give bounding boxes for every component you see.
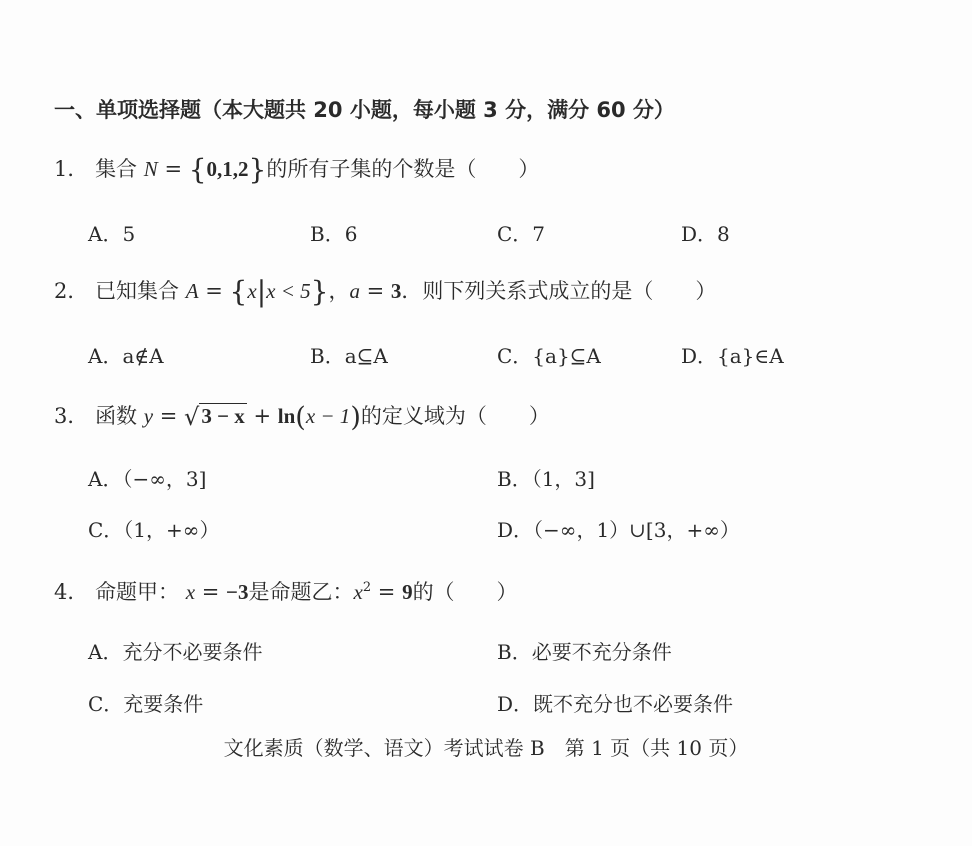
option-a: A．a∉A bbox=[88, 344, 164, 368]
question-4 bbox=[54, 576, 518, 606]
question-3 bbox=[54, 400, 550, 433]
math-value: 3 bbox=[390, 279, 402, 303]
math-eq: = bbox=[359, 279, 391, 303]
option-d: D．（−∞，1）∪[3，+∞） bbox=[497, 518, 740, 542]
math-argument: x − 1 bbox=[305, 404, 351, 428]
option-c: C．充要条件 bbox=[88, 692, 204, 716]
math-eq: = bbox=[153, 404, 185, 428]
math-eq: = bbox=[371, 580, 403, 604]
question-stem-post: 的（ ） bbox=[412, 580, 518, 604]
question-stem-post: 的所有子集的个数是（ ） bbox=[266, 157, 540, 181]
option-c: C．{a}⊆A bbox=[497, 344, 601, 368]
option-b: B．必要不充分条件 bbox=[497, 640, 672, 664]
left-brace: { bbox=[188, 153, 207, 186]
option-d: D．8 bbox=[681, 222, 730, 246]
question-number: 4． bbox=[54, 580, 89, 604]
question-2 bbox=[54, 275, 716, 308]
math-set: 0,1,2 bbox=[206, 157, 249, 181]
question-number: 1． bbox=[54, 157, 89, 181]
option-a: A．（−∞，3] bbox=[88, 467, 207, 491]
math-var: a bbox=[349, 279, 360, 303]
math-var: y bbox=[143, 404, 154, 428]
math-var: x bbox=[247, 279, 257, 303]
math-func: ln bbox=[277, 404, 296, 428]
math-radicand: 3 − x bbox=[201, 404, 245, 428]
math-eq: = bbox=[198, 279, 230, 303]
question-stem-pre: 已知集合 bbox=[95, 279, 180, 303]
question-stem-pre: 命题甲： bbox=[95, 580, 180, 604]
section-title: 一、单项选择题（本大题共 20 小题，每小题 3 分，满分 60 分） bbox=[54, 98, 675, 122]
math-eq: = bbox=[195, 580, 227, 604]
left-paren: ( bbox=[295, 402, 306, 433]
math-exponent: 2 bbox=[362, 580, 372, 595]
option-b: B．（1，3] bbox=[497, 467, 595, 491]
question-number: 2． bbox=[54, 279, 89, 303]
right-brace: } bbox=[248, 153, 267, 186]
option-b: B．6 bbox=[310, 222, 358, 246]
question-1 bbox=[54, 153, 539, 186]
option-c: C．（1，+∞） bbox=[88, 518, 220, 542]
option-b: B．a⊆A bbox=[310, 344, 388, 368]
math-var: x bbox=[353, 580, 363, 604]
math-var: A bbox=[185, 279, 199, 303]
question-stem-pre: 函数 bbox=[95, 404, 138, 428]
question-stem-mid: 是命题乙： bbox=[248, 580, 354, 604]
option-a: A．5 bbox=[88, 222, 136, 246]
question-stem-post: ．则下列关系式成立的是（ ） bbox=[401, 279, 717, 303]
right-brace: } bbox=[310, 275, 329, 308]
left-brace: { bbox=[229, 275, 248, 308]
set-bar: | bbox=[256, 275, 267, 308]
sqrt-expression bbox=[184, 403, 247, 431]
question-number: 3． bbox=[54, 404, 89, 428]
math-eq: = bbox=[157, 157, 189, 181]
page-footer: 文化素质（数学、语文）考试试卷 B 第 1 页（共 10 页） bbox=[223, 736, 749, 760]
sqrt-icon: √ bbox=[184, 403, 200, 431]
option-c: C．7 bbox=[497, 222, 546, 246]
question-stem-post: 的定义域为（ ） bbox=[360, 404, 550, 428]
math-condition: x < 5 bbox=[266, 279, 311, 303]
math-value: 9 bbox=[402, 580, 413, 604]
option-d: D．{a}∈A bbox=[681, 344, 784, 368]
math-plus: + bbox=[246, 404, 278, 428]
math-value: −3 bbox=[226, 580, 249, 604]
question-stem-pre: 集合 bbox=[95, 157, 138, 181]
option-a: A．充分不必要条件 bbox=[88, 640, 263, 664]
math-var: x bbox=[185, 580, 196, 604]
math-var: N bbox=[143, 157, 158, 181]
option-d: D．既不充分也不必要条件 bbox=[497, 692, 734, 716]
right-paren: ) bbox=[350, 402, 361, 433]
math-comma: ， bbox=[328, 279, 350, 303]
